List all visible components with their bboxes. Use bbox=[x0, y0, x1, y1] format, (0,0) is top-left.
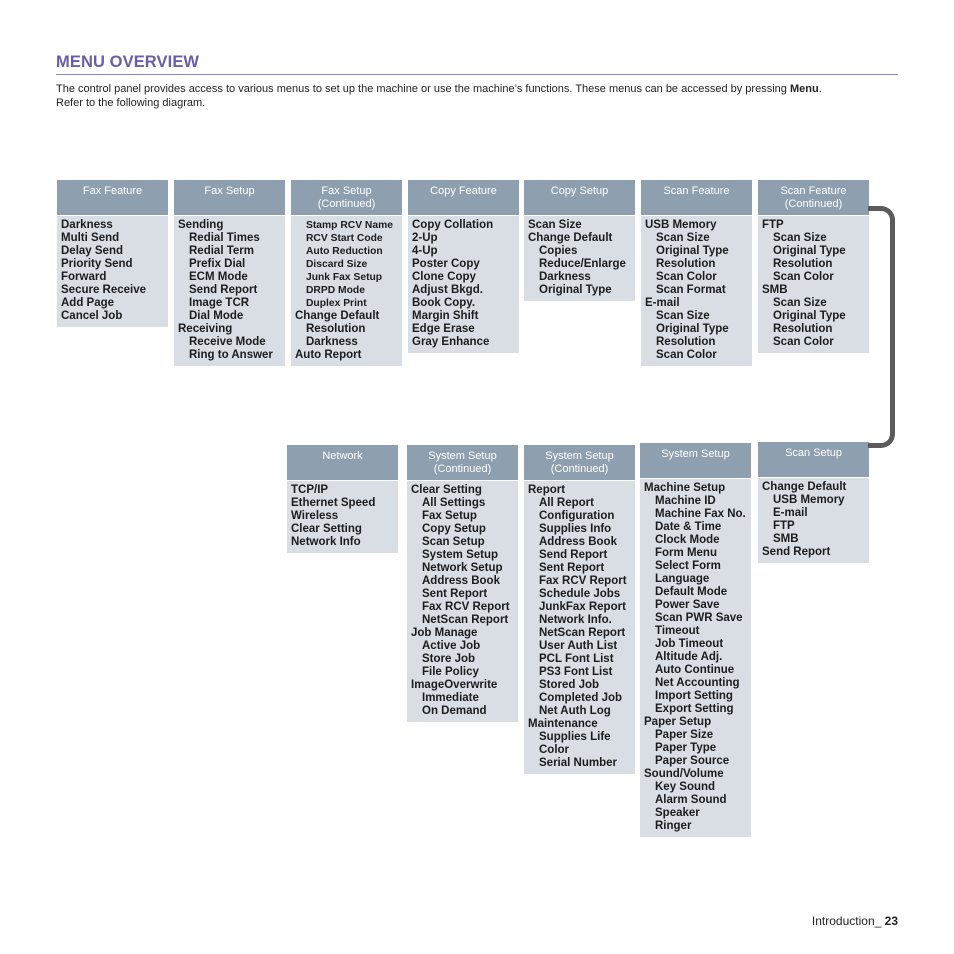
submenu-item: E-mail bbox=[773, 507, 808, 519]
flow-connector bbox=[868, 206, 895, 448]
menu-item: Edge Erase bbox=[412, 323, 475, 335]
submenu-item: Default Mode bbox=[655, 586, 728, 598]
menu-column-body bbox=[524, 481, 635, 774]
submenu-item: Supplies Life bbox=[539, 731, 611, 743]
submenu-item: Redial Times bbox=[189, 232, 260, 244]
menu-item: Copy Collation bbox=[412, 219, 494, 231]
menu-header-line: System Setup bbox=[545, 450, 614, 462]
submenu-item: Auto Reduction bbox=[306, 246, 383, 257]
submenu-item: Power Save bbox=[655, 599, 720, 611]
submenu-item: All Settings bbox=[422, 497, 486, 509]
menu-item: Wireless bbox=[291, 510, 339, 522]
menu-column bbox=[57, 180, 168, 327]
submenu-item: Form Menu bbox=[655, 547, 717, 559]
submenu-item: Fax Setup bbox=[422, 510, 477, 522]
submenu-item: Language bbox=[655, 573, 710, 585]
submenu-item: Reduce/Enlarge bbox=[539, 258, 626, 270]
menu-column-body bbox=[57, 216, 168, 327]
submenu-item: Scan Size bbox=[773, 297, 827, 309]
menu-header-line: (Continued) bbox=[784, 197, 843, 210]
menu-item: Report bbox=[528, 484, 566, 496]
submenu-item: Junk Fax Setup bbox=[306, 272, 383, 283]
submenu-item: Resolution bbox=[306, 323, 366, 335]
menu-item: Add Page bbox=[61, 297, 115, 309]
menu-item: Multi Send bbox=[61, 232, 120, 244]
submenu-item: DRPD Mode bbox=[306, 285, 365, 296]
submenu-item: Paper Type bbox=[655, 742, 717, 754]
submenu-item: Stamp RCV Name bbox=[306, 220, 393, 231]
submenu-item: Scan Size bbox=[656, 310, 710, 322]
submenu-item: PS3 Font List bbox=[539, 666, 613, 678]
submenu-item: Send Report bbox=[189, 284, 258, 296]
menu-item: Cancel Job bbox=[61, 310, 123, 322]
menu-item: Maintenance bbox=[528, 718, 598, 730]
submenu-item: Resolution bbox=[656, 336, 716, 348]
menu-item: Priority Send bbox=[61, 258, 133, 270]
menu-column bbox=[174, 180, 285, 366]
menu-item: Secure Receive bbox=[61, 284, 147, 296]
submenu-item: Original Type bbox=[773, 310, 846, 322]
menu-header-line: (Continued) bbox=[317, 197, 376, 210]
submenu-item: Scan Color bbox=[656, 349, 717, 361]
submenu-item: Clock Mode bbox=[655, 534, 720, 546]
menu-item: Sound/Volume bbox=[644, 768, 724, 780]
intro-paragraph bbox=[56, 82, 906, 110]
menu-column-header bbox=[524, 445, 635, 480]
submenu-item: Scan Size bbox=[773, 232, 827, 244]
submenu-item: Prefix Dial bbox=[189, 258, 246, 270]
submenu-item: Network Setup bbox=[422, 562, 503, 574]
menu-item: USB Memory bbox=[645, 219, 717, 231]
menu-item: Ethernet Speed bbox=[291, 497, 376, 509]
menu-keyword: Menu bbox=[789, 83, 819, 95]
submenu-item: Net Auth Log bbox=[539, 705, 611, 717]
submenu-item: Dial Mode bbox=[189, 310, 244, 322]
menu-item: Clear Setting bbox=[411, 484, 482, 496]
submenu-item: Resolution bbox=[656, 258, 716, 270]
menu-column-header bbox=[758, 180, 869, 215]
menu-item: SMB bbox=[762, 284, 788, 296]
menu-header-line: Fax Feature bbox=[82, 185, 143, 197]
menu-item: Scan Size bbox=[528, 219, 582, 231]
submenu-item: Send Report bbox=[539, 549, 608, 561]
menu-column-header bbox=[641, 180, 752, 215]
menu-item: Forward bbox=[61, 271, 107, 283]
submenu-item: Paper Size bbox=[655, 729, 714, 741]
title-underline bbox=[56, 74, 898, 75]
menu-column-header bbox=[407, 445, 518, 480]
submenu-item: Original Type bbox=[773, 245, 846, 257]
menu-header-line: (Continued) bbox=[433, 462, 492, 475]
submenu-item: FTP bbox=[773, 520, 795, 532]
submenu-item: Image TCR bbox=[189, 297, 250, 309]
submenu-item: NetScan Report bbox=[422, 614, 509, 626]
submenu-item: Job Timeout bbox=[655, 638, 724, 650]
menu-item: Receiving bbox=[178, 323, 233, 335]
menu-column bbox=[641, 180, 752, 366]
menu-item: Book Copy. bbox=[412, 297, 476, 309]
submenu-item: Original Type bbox=[656, 245, 729, 257]
menu-column-body bbox=[287, 481, 398, 553]
submenu-item: Duplex Print bbox=[306, 298, 367, 309]
submenu-item: Fax RCV Report bbox=[539, 575, 627, 587]
menu-item: Adjust Bkgd. bbox=[412, 284, 483, 296]
submenu-item: Copy Setup bbox=[422, 523, 486, 535]
menu-column bbox=[287, 445, 398, 553]
menu-column bbox=[524, 445, 635, 774]
menu-item: Auto Report bbox=[295, 349, 362, 361]
menu-column-body bbox=[291, 216, 402, 366]
footer-section: Introduction_ bbox=[811, 914, 882, 928]
menu-header-line: Copy Feature bbox=[430, 185, 497, 197]
menu-header-line: Network bbox=[322, 450, 363, 462]
submenu-item: Scan Size bbox=[656, 232, 710, 244]
menu-column-header bbox=[291, 180, 402, 215]
menu-column-body bbox=[407, 481, 518, 722]
submenu-item: File Policy bbox=[422, 666, 479, 678]
menu-column bbox=[640, 443, 751, 837]
menu-item: Change Default bbox=[295, 310, 380, 322]
submenu-item: Immediate bbox=[422, 692, 479, 704]
menu-header-line: (Continued) bbox=[550, 462, 609, 475]
menu-column-body bbox=[641, 216, 752, 366]
menu-column-body bbox=[758, 216, 869, 353]
menu-column-body bbox=[174, 216, 285, 366]
submenu-item: NetScan Report bbox=[539, 627, 626, 639]
menu-column-body bbox=[408, 216, 519, 353]
intro-line2: Refer to the following diagram. bbox=[56, 97, 206, 109]
menu-item: Job Manage bbox=[411, 627, 478, 639]
submenu-item: Color bbox=[539, 744, 570, 756]
submenu-item: Address Book bbox=[422, 575, 500, 587]
submenu-item: Ringer bbox=[655, 820, 692, 832]
menu-item: E-mail bbox=[645, 297, 680, 309]
submenu-item: USB Memory bbox=[773, 494, 845, 506]
submenu-item: Ring to Answer bbox=[189, 349, 273, 361]
menu-item: 2-Up bbox=[412, 232, 438, 244]
page-footer bbox=[812, 914, 898, 928]
submenu-item: Fax RCV Report bbox=[422, 601, 510, 613]
menu-header-line: Scan Setup bbox=[785, 447, 842, 459]
menu-item: Margin Shift bbox=[412, 310, 479, 322]
menu-item: Paper Setup bbox=[644, 716, 712, 728]
menu-item: Poster Copy bbox=[412, 258, 480, 270]
menu-item: ImageOverwrite bbox=[411, 679, 498, 691]
submenu-item: Sent Report bbox=[422, 588, 488, 600]
submenu-item: Machine Fax No. bbox=[655, 508, 746, 520]
menu-item: Change Default bbox=[528, 232, 613, 244]
submenu-item: Darkness bbox=[539, 271, 591, 283]
submenu-item: RCV Start Code bbox=[306, 233, 383, 244]
menu-item: TCP/IP bbox=[291, 484, 329, 496]
submenu-item: Copies bbox=[539, 245, 578, 257]
submenu-item: Paper Source bbox=[655, 755, 730, 767]
submenu-item: Date & Time bbox=[655, 521, 722, 533]
page-title: MENU OVERVIEW bbox=[56, 53, 200, 71]
submenu-item: Resolution bbox=[773, 323, 833, 335]
submenu-item: Key Sound bbox=[655, 781, 716, 793]
submenu-item: Scan Color bbox=[656, 271, 717, 283]
menu-item: 4-Up bbox=[412, 245, 438, 257]
menu-column-body bbox=[758, 478, 869, 563]
submenu-item: Select Form bbox=[655, 560, 721, 572]
submenu-item: Redial Term bbox=[189, 245, 254, 257]
submenu-item: Scan Color bbox=[773, 336, 834, 348]
submenu-item: Original Type bbox=[656, 323, 729, 335]
submenu-item: Auto Continue bbox=[655, 664, 735, 676]
menu-column-header bbox=[57, 180, 168, 215]
submenu-item: SMB bbox=[773, 533, 799, 545]
submenu-item: ECM Mode bbox=[189, 271, 248, 283]
menu-item: Machine Setup bbox=[644, 482, 726, 494]
submenu-item: Network Info. bbox=[539, 614, 612, 626]
submenu-item: User Auth List bbox=[539, 640, 618, 652]
menu-item: Delay Send bbox=[61, 245, 123, 257]
menu-item: Clone Copy bbox=[412, 271, 476, 283]
submenu-item: Scan PWR Save bbox=[655, 612, 743, 624]
menu-item: Network Info bbox=[291, 536, 361, 548]
submenu-item: Import Setting bbox=[655, 690, 733, 702]
page-number: 23 bbox=[884, 914, 898, 928]
submenu-item: Address Book bbox=[539, 536, 617, 548]
menu-column-header bbox=[287, 445, 398, 480]
menu-column bbox=[758, 180, 869, 353]
submenu-item: Alarm Sound bbox=[655, 794, 727, 806]
submenu-item: Speaker bbox=[655, 807, 700, 819]
submenu-item: Export Setting bbox=[655, 703, 734, 715]
menu-item: Gray Enhance bbox=[412, 336, 490, 348]
menu-header-line: Scan Feature bbox=[663, 185, 730, 197]
submenu-item: On Demand bbox=[422, 705, 487, 717]
submenu-item: Discard Size bbox=[306, 259, 368, 270]
menu-header-line: Scan Feature bbox=[780, 185, 847, 197]
submenu-item: Net Accounting bbox=[655, 677, 740, 689]
menu-header-line: Copy Setup bbox=[550, 185, 609, 197]
submenu-item: System Setup bbox=[422, 549, 499, 561]
submenu-item: All Report bbox=[539, 497, 594, 509]
submenu-item: Machine ID bbox=[655, 495, 716, 507]
menu-column-header bbox=[408, 180, 519, 215]
submenu-item: Configuration bbox=[539, 510, 615, 522]
submenu-item: Original Type bbox=[539, 284, 612, 296]
menu-column-header bbox=[640, 443, 751, 478]
menu-column bbox=[291, 180, 402, 366]
menu-column bbox=[524, 180, 635, 301]
menu-column bbox=[407, 445, 518, 722]
submenu-item: Schedule Jobs bbox=[539, 588, 621, 600]
submenu-item: PCL Font List bbox=[539, 653, 614, 665]
submenu-item: Darkness bbox=[306, 336, 358, 348]
menu-column-header bbox=[758, 442, 869, 477]
submenu-item: Serial Number bbox=[539, 757, 617, 769]
intro-period: . bbox=[818, 83, 822, 95]
menu-column-header bbox=[524, 180, 635, 215]
intro-text: The control panel provides access to various menus to set up the machine or use the machine’s functions. These menus can be accessed by pressing bbox=[56, 83, 790, 95]
menu-item: Darkness bbox=[61, 219, 113, 231]
menu-header-line: System Setup bbox=[428, 450, 497, 462]
menu-item: Sending bbox=[178, 219, 224, 231]
submenu-item: Supplies Info bbox=[539, 523, 612, 535]
submenu-item: Receive Mode bbox=[189, 336, 266, 348]
submenu-item: Resolution bbox=[773, 258, 833, 270]
submenu-item: JunkFax Report bbox=[539, 601, 626, 613]
menu-item: FTP bbox=[762, 219, 784, 231]
menu-header-line: Fax Setup bbox=[321, 185, 372, 197]
submenu-item: Altitude Adj. bbox=[655, 651, 723, 663]
menu-item: Change Default bbox=[762, 481, 847, 493]
menu-column-header bbox=[174, 180, 285, 215]
submenu-item: Completed Job bbox=[539, 692, 623, 704]
menu-item: Clear Setting bbox=[291, 523, 362, 535]
menu-header-line: System Setup bbox=[661, 448, 730, 460]
submenu-item: Sent Report bbox=[539, 562, 605, 574]
submenu-item: Store Job bbox=[422, 653, 476, 665]
menu-column bbox=[408, 180, 519, 353]
menu-column-body bbox=[640, 479, 751, 837]
menu-column bbox=[758, 442, 869, 563]
submenu-item: Scan Setup bbox=[422, 536, 485, 548]
submenu-item: Scan Format bbox=[656, 284, 726, 296]
submenu-item: Timeout bbox=[655, 625, 700, 637]
submenu-item: Stored Job bbox=[539, 679, 600, 691]
submenu-item: Active Job bbox=[422, 640, 481, 652]
menu-item: Send Report bbox=[762, 546, 831, 558]
menu-header-line: Fax Setup bbox=[204, 185, 255, 197]
menu-column-body bbox=[524, 216, 635, 301]
submenu-item: Scan Color bbox=[773, 271, 834, 283]
